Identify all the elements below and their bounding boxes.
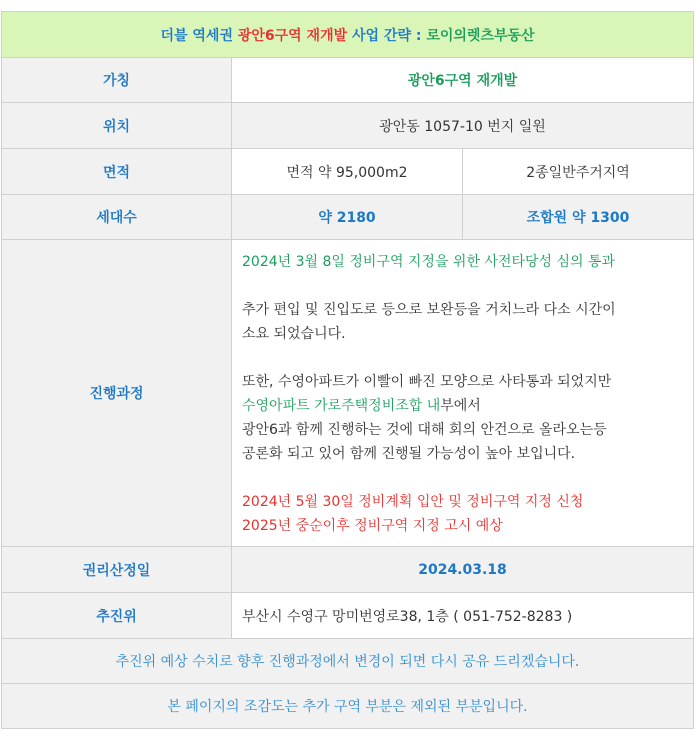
project-summary-table bbox=[1, 11, 694, 729]
label-committee: 추진위 bbox=[2, 593, 232, 639]
label-location: 위치 bbox=[2, 103, 232, 149]
progress-line-4: 또한, 수영아파트가 이빨이 빠진 모양으로 사타통과 되었지만 bbox=[242, 374, 612, 390]
title-part-4: 로이의렛츠부동산 bbox=[426, 27, 535, 44]
title-row bbox=[2, 12, 694, 58]
value-name: 광안6구역 재개발 bbox=[232, 58, 694, 103]
value-members: 조합원 약 1300 bbox=[463, 195, 694, 240]
label-households: 세대수 bbox=[2, 195, 232, 240]
table-row bbox=[2, 58, 694, 103]
table-row bbox=[2, 593, 694, 639]
title-part-1: 더블 역세권 bbox=[160, 27, 238, 44]
note-1: 추진위 예상 수치로 향후 진행과정에서 변경이 되면 다시 공유 드리겠습니다. bbox=[2, 639, 694, 684]
value-zone: 2종일반주거지역 bbox=[463, 149, 694, 195]
title-part-2: 광안6구역 재개발 bbox=[237, 27, 348, 44]
progress-line-6: 광안6과 함께 진행하는 것에 대해 회의 안건으로 올라오는등 bbox=[242, 422, 607, 438]
note-2: 본 페이지의 조감도는 추가 구역 부분은 제외된 부분입니다. bbox=[2, 684, 694, 729]
progress-line-5 bbox=[242, 394, 683, 418]
value-committee: 부산시 수영구 망미번영로38, 1층 ( 051-752-8283 ) bbox=[232, 593, 694, 639]
table-row bbox=[2, 149, 694, 195]
label-progress: 진행과정 bbox=[2, 240, 232, 547]
progress-line-7: 공론화 되고 있어 함께 진행될 가능성이 높아 보입니다. bbox=[242, 446, 576, 462]
table-title bbox=[2, 12, 694, 58]
label-area: 면적 bbox=[2, 149, 232, 195]
progress-line-5-rest: 부에서 bbox=[440, 398, 481, 414]
progress-line-1: 2024년 3월 8일 정비구역 지정을 위한 사전타당성 심의 통과 bbox=[242, 254, 616, 270]
table-row bbox=[2, 684, 694, 729]
label-rights-date: 권리산정일 bbox=[2, 547, 232, 593]
label-name: 가칭 bbox=[2, 58, 232, 103]
value-location: 광안동 1057-10 번지 일원 bbox=[232, 103, 694, 149]
table-row bbox=[2, 240, 694, 547]
table-row bbox=[2, 195, 694, 240]
value-progress bbox=[232, 240, 694, 547]
progress-line-9: 2025년 중순이후 정비구역 지정 고시 예상 bbox=[242, 518, 503, 534]
progress-line-8: 2024년 5월 30일 정비계획 입안 및 정비구역 지정 신청 bbox=[242, 494, 584, 510]
value-households: 약 2180 bbox=[232, 195, 463, 240]
progress-line-5-highlight: 수영아파트 가로주택정비조합 내 bbox=[242, 398, 441, 414]
title-part-3: 사업 간략 : bbox=[347, 27, 427, 44]
table-row bbox=[2, 639, 694, 684]
value-area: 면적 약 95,000m2 bbox=[232, 149, 463, 195]
table-row bbox=[2, 547, 694, 593]
table-row bbox=[2, 103, 694, 149]
progress-line-2: 추가 편입 및 진입도로 등으로 보완등을 거치느라 다소 시간이 bbox=[242, 302, 616, 318]
value-rights-date: 2024.03.18 bbox=[232, 547, 694, 593]
progress-line-3: 소요 되었습니다. bbox=[242, 326, 346, 342]
